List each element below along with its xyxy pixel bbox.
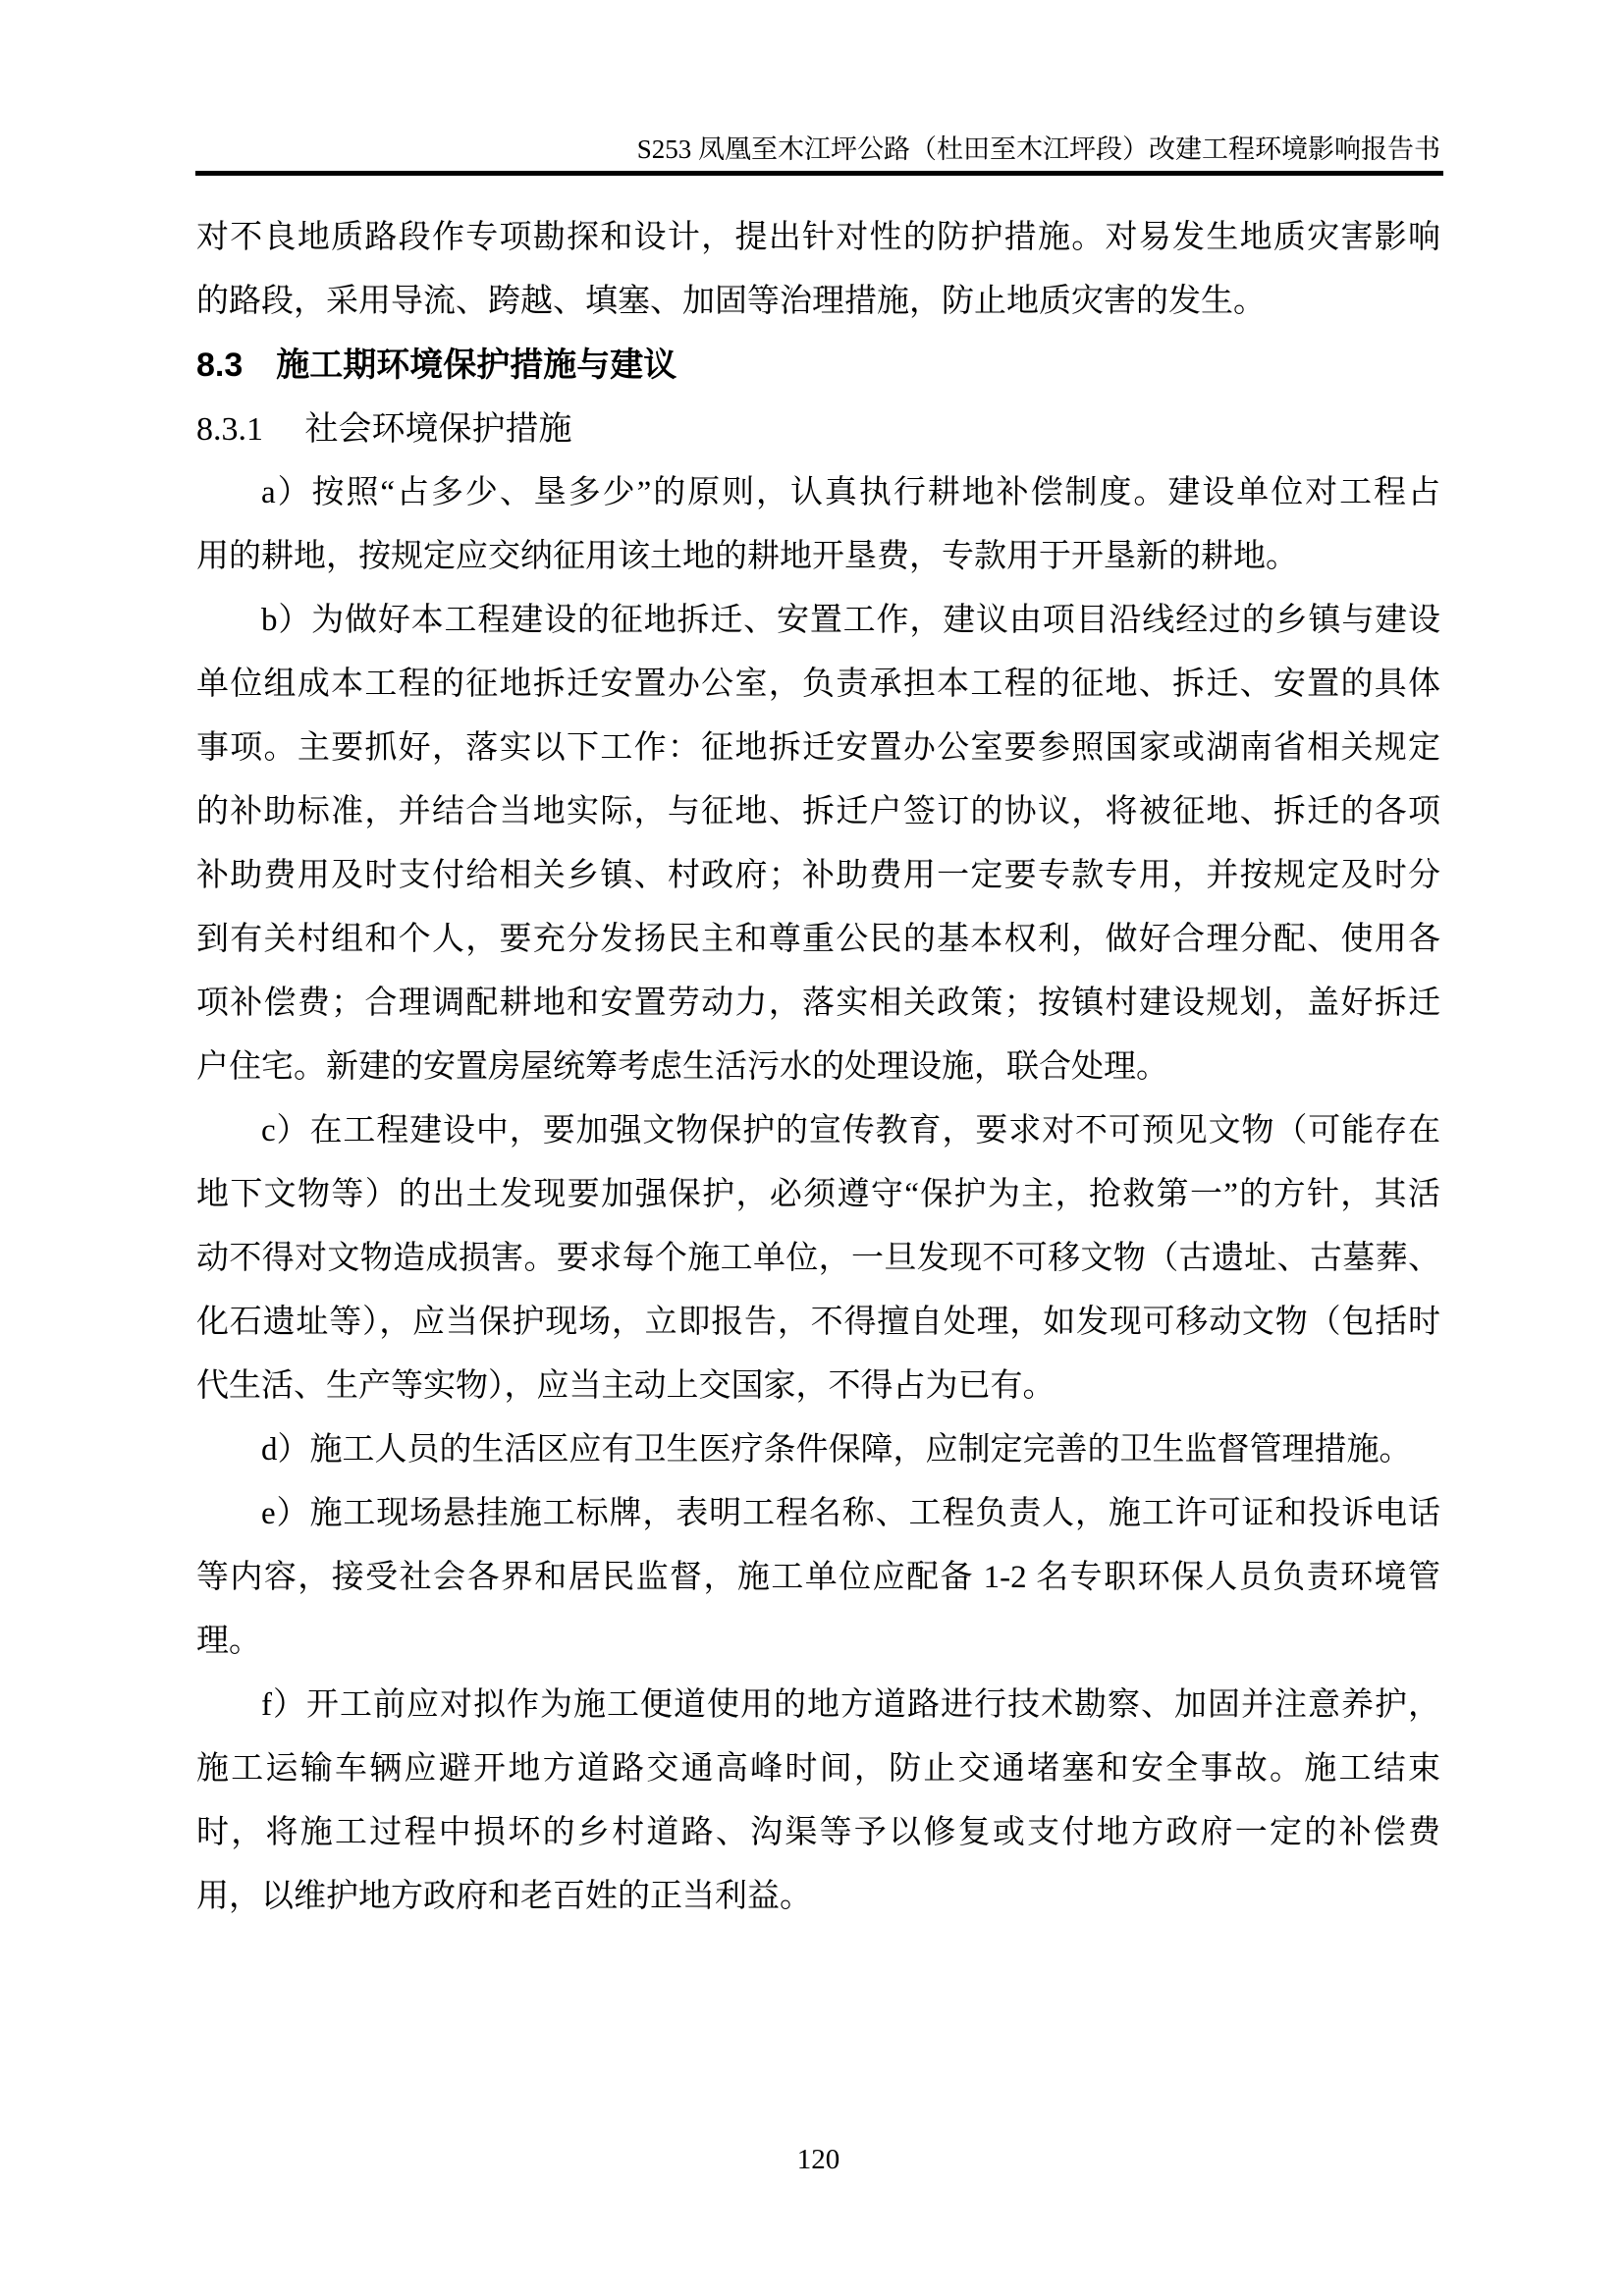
text-line: d）施工人员的生活区应有卫生医疗条件保障，应制定完善的卫生监督管理措施。 — [261, 1432, 1412, 1468]
text-line: a）按照“占多少、垦多少”的原则，认真执行耕地补偿制度。建设单位对工程占 — [261, 475, 1440, 510]
text-line: 理。 — [196, 1624, 261, 1659]
text-line: 时，将施工过程中损坏的乡村道路、沟渠等予以修复或支付地方政府一定的补偿费 — [196, 1815, 1440, 1850]
text-line: 对不良地质路段作专项勘探和设计，提出针对性的防护措施。对易发生地质灾害影响 — [196, 220, 1440, 255]
text-line: 用的耕地，按规定应交纳征用该土地的耕地开垦费，专款用于开垦新的耕地。 — [196, 539, 1298, 574]
text-line: 代生活、生产等实物），应当主动上交国家，不得占为已有。 — [196, 1368, 1056, 1404]
document-body — [196, 206, 1440, 1929]
text-line: 等内容，接受社会各界和居民监督，施工单位应配备 1-2 名专职环保人员负责环境管 — [196, 1560, 1440, 1595]
text-line: 到有关村组和个人，要充分发扬民主和尊重公民的基本权利，做好合理分配、使用各 — [196, 922, 1440, 957]
text-line: f）开工前应对拟作为施工便道使用的地方道路进行技术勘察、加固并注意养护， — [261, 1687, 1440, 1723]
subsection-heading: 8.3.1 社会环境保护措施 — [196, 411, 572, 448]
text-line: 事项。主要抓好，落实以下工作：征地拆迁安置办公室要参照国家或湖南省相关规定 — [196, 730, 1440, 766]
text-line: 的路段，采用导流、跨越、填塞、加固等治理措施，防止地质灾害的发生。 — [196, 284, 1266, 319]
text-line: 补助费用及时支付给相关乡镇、村政府；补助费用一定要专款专用，并按规定及时分 — [196, 858, 1440, 893]
text-line: 的补助标准，并结合当地实际，与征地、拆迁户签订的协议，将被征地、拆迁的各项 — [196, 794, 1440, 829]
text-line: 单位组成本工程的征地拆迁安置办公室，负责承担本工程的征地、拆迁、安置的具体 — [196, 667, 1440, 702]
text-line: c）在工程建设中，要加强文物保护的宣传教育，要求对不可预见文物（可能存在 — [261, 1113, 1440, 1148]
header-rule — [195, 171, 1443, 176]
text-line: 动不得对文物造成损害。要求每个施工单位，一旦发现不可移文物（古遗址、古墓葬、 — [196, 1241, 1440, 1276]
section-heading: 8.3 施工期环境保护措施与建议 — [196, 347, 677, 384]
text-line: b）为做好本工程建设的征地拆迁、安置工作，建议由项目沿线经过的乡镇与建设 — [261, 603, 1440, 638]
text-line: 施工运输车辆应避开地方道路交通高峰时间，防止交通堵塞和安全事故。施工结束 — [196, 1751, 1440, 1787]
text-line: 项补偿费；合理调配耕地和安置劳动力，落实相关政策；按镇村建设规划，盖好拆迁 — [196, 986, 1440, 1021]
text-line: 用，以维护地方政府和老百姓的正当利益。 — [196, 1879, 812, 1914]
text-line: e）施工现场悬挂施工标牌，表明工程名称、工程负责人，施工许可证和投诉电话 — [261, 1496, 1440, 1531]
header-title: S253 凤凰至木江坪公路（杜田至木江坪段）改建工程环境影响报告书 — [636, 134, 1440, 164]
page-number: 120 — [796, 2144, 840, 2175]
text-line: 地下文物等）的出土发现要加强保护，必须遵守“保护为主，抢救第一”的方针，其活 — [196, 1177, 1440, 1212]
page-footer — [196, 2144, 1440, 2176]
text-line: 化石遗址等），应当保护现场，立即报告，不得擅自处理，如发现可移动文物（包括时 — [196, 1305, 1440, 1340]
text-line: 户住宅。新建的安置房屋统筹考虑生活污水的处理设施，联合处理。 — [196, 1049, 1168, 1085]
